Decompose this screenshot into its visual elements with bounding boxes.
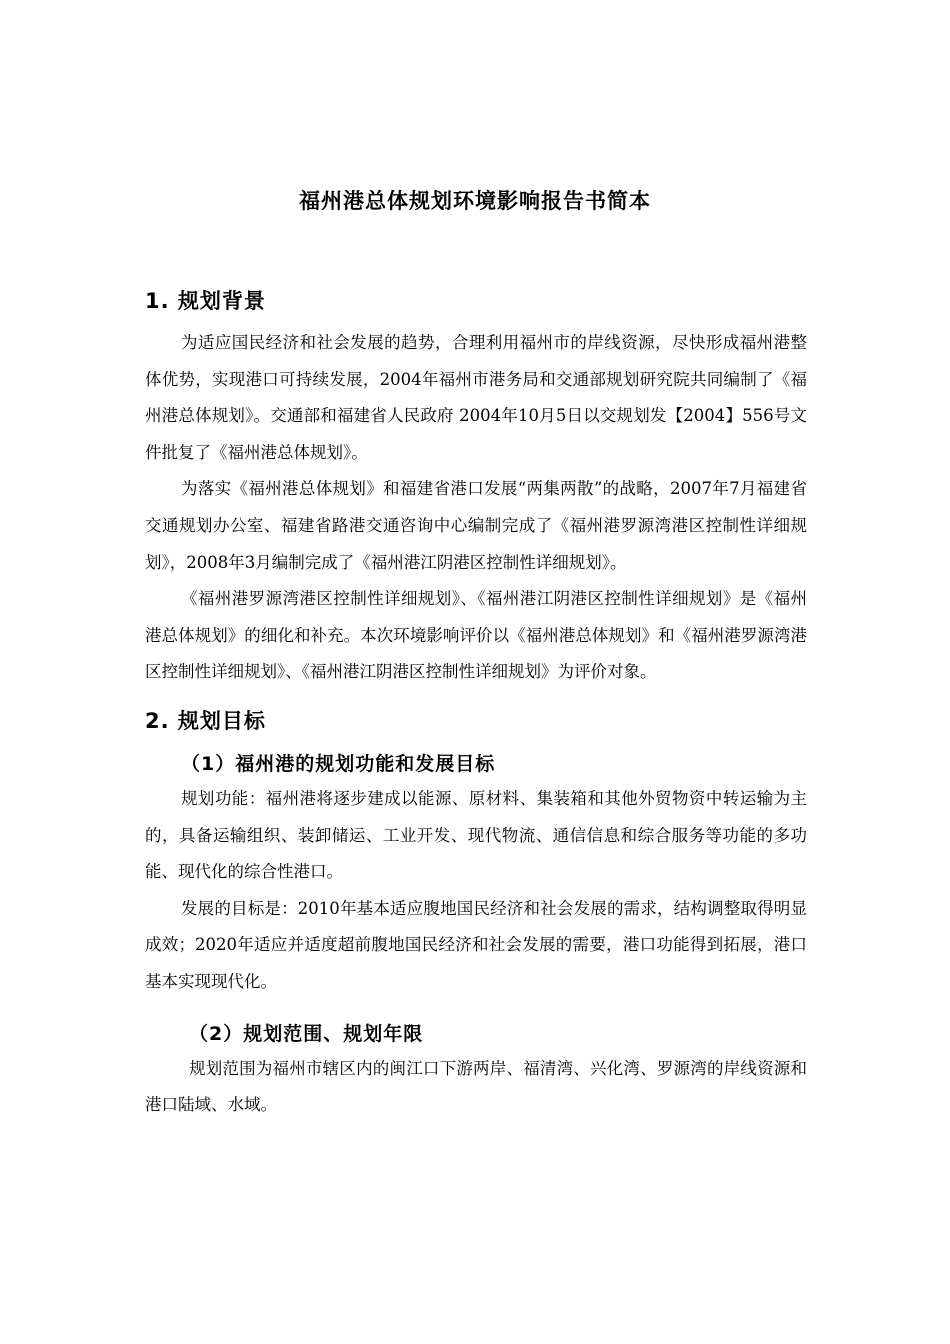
subsection-heading: （2）规划范围、规划年限	[189, 1022, 424, 1045]
paragraph: 为落实《福州港总体规划》和福建省港口发展“两集两散”的战略，2007年7月福建省交通规划办公室、福建省路港交通咨询中心编制完成了《福州港罗源湾港区控制性详细规划》，2008年3月编制完成了《福州港江阴港区控制性详细规划》。	[145, 479, 807, 572]
section-planning-goals	[145, 703, 807, 1124]
section-planning-background	[145, 283, 807, 691]
paragraph: 规划功能：福州港将逐步建成以能源、原材料、集装箱和其他外贸物资中转运输为主的，具备运输组织、装卸储运、工业开发、现代物流、通信信息和综合服务等功能的多功能、现代化的综合性港口。	[145, 788, 807, 882]
paragraph: 规划范围为福州市辖区内的闽江口下游两岸、福清湾、兴化湾、罗源湾的岸线资源和港口陆域、水域。	[145, 1058, 807, 1115]
paragraph: 发展的目标是：2010年基本适应腹地国民经济和社会发展的需求，结构调整取得明显成效；2020年适应并适度超前腹地国民经济和社会发展的需要，港口功能得到拓展，港口基本实现现代化。	[145, 898, 807, 991]
section-heading: 2. 规划目标	[145, 708, 266, 733]
paragraph: 为适应国民经济和社会发展的趋势，合理利用福州市的岸线资源，尽快形成福州港整体优势，实现港口可持续发展，2004年福州市港务局和交通部规划研究院共同编制了《福州港总体规划》。交通部和福建省人民政府 2004年10月5日以交规划发【2004】556号文件批复了《福州港总体规划》。	[145, 333, 807, 462]
document-body	[145, 283, 807, 1124]
document-title: 福州港总体规划环境影响报告书简本	[299, 189, 651, 213]
section-heading: 1. 规划背景	[145, 289, 266, 313]
subsection-heading: （1）福州港的规划功能和发展目标	[181, 752, 496, 775]
paragraph: 《福州港罗源湾港区控制性详细规划》、《福州港江阴港区控制性详细规划》是《福州港总体规划》的细化和补充。本次环境影响评价以《福州港总体规划》和《福州港罗源湾港区控制性详细规划》、《福州港江阴港区控制性详细规划》为评价对象。	[145, 589, 807, 682]
